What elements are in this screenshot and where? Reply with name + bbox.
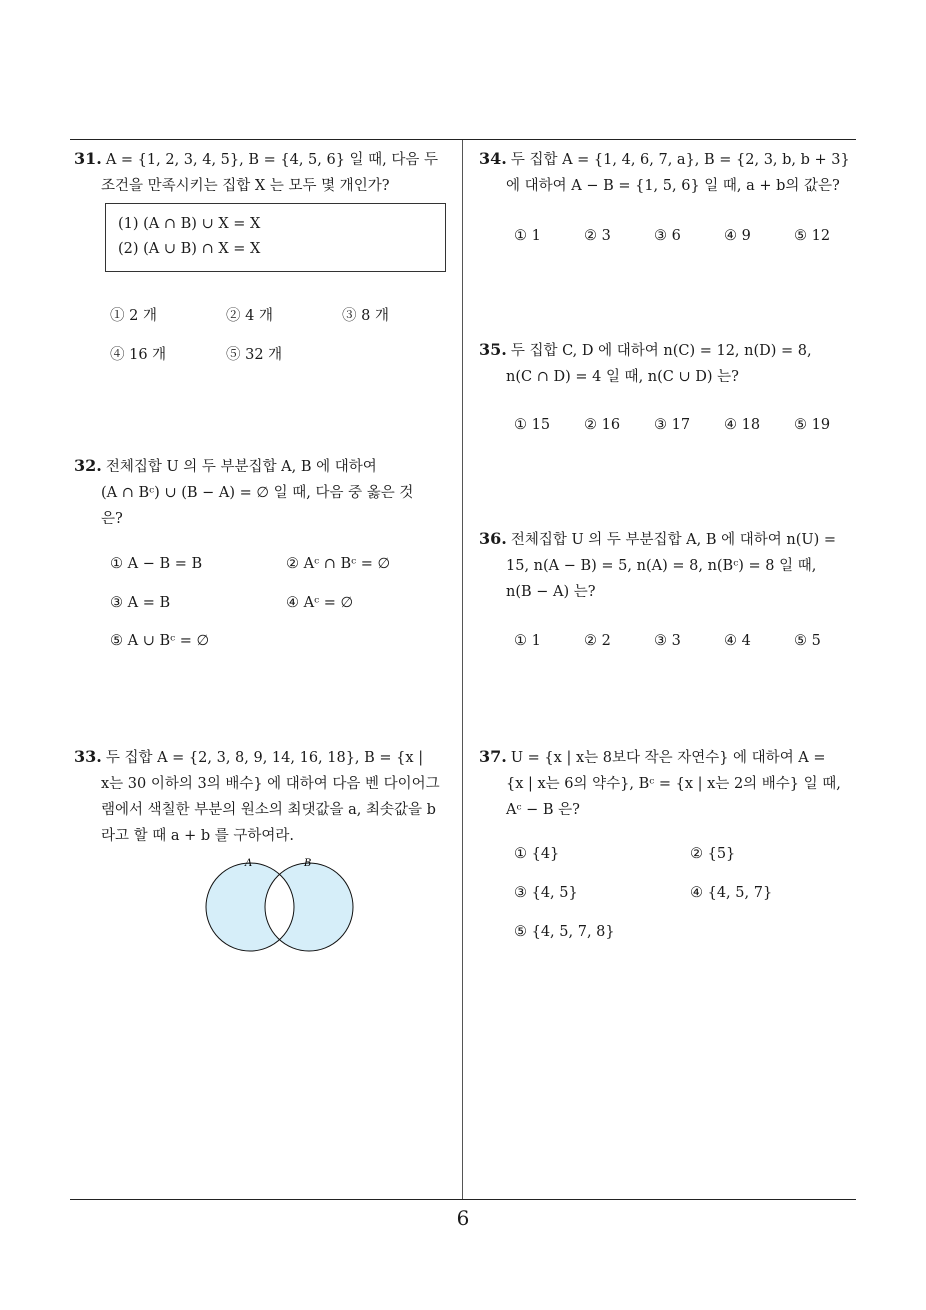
question-text: 램에서 색칠한 부분의 원소의 최댓값을 a, 최솟값을 b: [101, 802, 436, 818]
question-37: [479, 744, 861, 823]
q35-option-3[interactable]: ③ 17: [654, 417, 691, 433]
question-32: [74, 453, 456, 532]
question-text: 전체집합 U 의 두 부분집합 A, B 에 대하여 n(U) =: [510, 532, 837, 548]
question-number: 33.: [74, 747, 102, 766]
q37-option-2[interactable]: ② {5}: [690, 846, 736, 862]
venn-label-b: B: [304, 858, 312, 869]
question-number: 36.: [479, 529, 507, 548]
q35-option-2[interactable]: ② 16: [584, 417, 621, 433]
question-text: {x | x는 6의 약수}, Bᶜ = {x | x는 2의 배수} 일 때,: [506, 776, 841, 792]
q32-option-1[interactable]: ① A − B = B: [110, 556, 203, 572]
question-text: Aᶜ − B 은?: [506, 802, 580, 818]
question-number: 32.: [74, 456, 102, 475]
venn-diagram: [195, 852, 365, 962]
q32-option-4[interactable]: ④ Aᶜ = ∅: [286, 595, 354, 611]
question-text: 은?: [101, 511, 123, 527]
venn-label-a: A: [245, 858, 253, 869]
question-text: 두 집합 A = {2, 3, 8, 9, 14, 16, 18}, B = {x |: [105, 750, 424, 766]
q34-option-3[interactable]: ③ 6: [654, 228, 681, 244]
condition-1: (1) (A ∩ B) ∪ X = X: [118, 216, 261, 232]
question-text: 두 집합 C, D 에 대하여 n(C) = 12, n(D) = 8,: [510, 343, 812, 359]
q35-option-1[interactable]: ① 15: [514, 417, 551, 433]
top-rule: [70, 139, 856, 140]
q31-option-5[interactable]: ⑤ 32 개: [226, 347, 283, 363]
question-text: 에 대하여 A − B = {1, 5, 6} 일 때, a + b의 값은?: [506, 178, 840, 194]
q31-option-4[interactable]: ④ 16 개: [110, 347, 167, 363]
q36-option-2[interactable]: ② 2: [584, 633, 611, 649]
question-36: [479, 526, 861, 605]
question-text: x는 30 이하의 3의 배수} 에 대하여 다음 벤 다이어그: [101, 776, 440, 792]
question-text: n(C ∩ D) = 4 일 때, n(C ∪ D) 는?: [506, 369, 739, 385]
q32-option-2[interactable]: ② Aᶜ ∩ Bᶜ = ∅: [286, 556, 391, 572]
q36-option-1[interactable]: ① 1: [514, 633, 541, 649]
q36-option-3[interactable]: ③ 3: [654, 633, 681, 649]
q36-option-4[interactable]: ④ 4: [724, 633, 751, 649]
q35-option-5[interactable]: ⑤ 19: [794, 417, 831, 433]
q34-option-4[interactable]: ④ 9: [724, 228, 751, 244]
question-33: [74, 744, 456, 849]
question-text: 전체집합 U 의 두 부분집합 A, B 에 대하여: [105, 459, 377, 475]
q35-option-4[interactable]: ④ 18: [724, 417, 761, 433]
q32-option-5[interactable]: ⑤ A ∪ Bᶜ = ∅: [110, 633, 210, 649]
q31-option-3[interactable]: ③ 8 개: [342, 308, 389, 324]
question-number: 37.: [479, 747, 507, 766]
q37-option-1[interactable]: ① {4}: [514, 846, 560, 862]
question-31: [74, 146, 456, 199]
question-34: [479, 146, 861, 199]
question-number: 31.: [74, 149, 102, 168]
condition-2: (2) (A ∪ B) ∩ X = X: [118, 241, 261, 257]
question-text: (A ∩ Bᶜ) ∪ (B − A) = ∅ 일 때, 다음 중 옳은 것: [101, 485, 414, 501]
q31-option-1[interactable]: ① 2 개: [110, 308, 157, 324]
page-number: 6: [456, 1206, 470, 1230]
q34-option-1[interactable]: ① 1: [514, 228, 541, 244]
question-text: U = {x | x는 8보다 작은 자연수} 에 대하여 A =: [510, 750, 826, 766]
q37-option-5[interactable]: ⑤ {4, 5, 7, 8}: [514, 924, 615, 940]
question-number: 35.: [479, 340, 507, 359]
bottom-rule: [70, 1199, 856, 1200]
question-text: A = {1, 2, 3, 4, 5}, B = {4, 5, 6} 일 때, 다음 두: [105, 152, 439, 168]
q36-option-5[interactable]: ⑤ 5: [794, 633, 821, 649]
question-text: 15, n(A − B) = 5, n(A) = 8, n(Bᶜ) = 8 일 때,: [506, 558, 817, 574]
question-number: 34.: [479, 149, 507, 168]
q37-option-3[interactable]: ③ {4, 5}: [514, 885, 578, 901]
q34-option-2[interactable]: ② 3: [584, 228, 611, 244]
q34-option-5[interactable]: ⑤ 12: [794, 228, 831, 244]
question-text: n(B − A) 는?: [506, 584, 596, 600]
question-35: [479, 337, 861, 390]
q32-option-3[interactable]: ③ A = B: [110, 595, 171, 611]
question-text: 라고 할 때 a + b 를 구하여라.: [101, 828, 295, 844]
question-text: 두 집합 A = {1, 4, 6, 7, a}, B = {2, 3, b, b + 3}: [510, 152, 850, 168]
condition-box: [105, 203, 446, 272]
question-text: 조건을 만족시키는 집합 X 는 모두 몇 개인가?: [101, 178, 390, 194]
column-divider: [462, 140, 463, 1199]
q37-option-4[interactable]: ④ {4, 5, 7}: [690, 885, 773, 901]
q31-option-2[interactable]: ② 4 개: [226, 308, 273, 324]
